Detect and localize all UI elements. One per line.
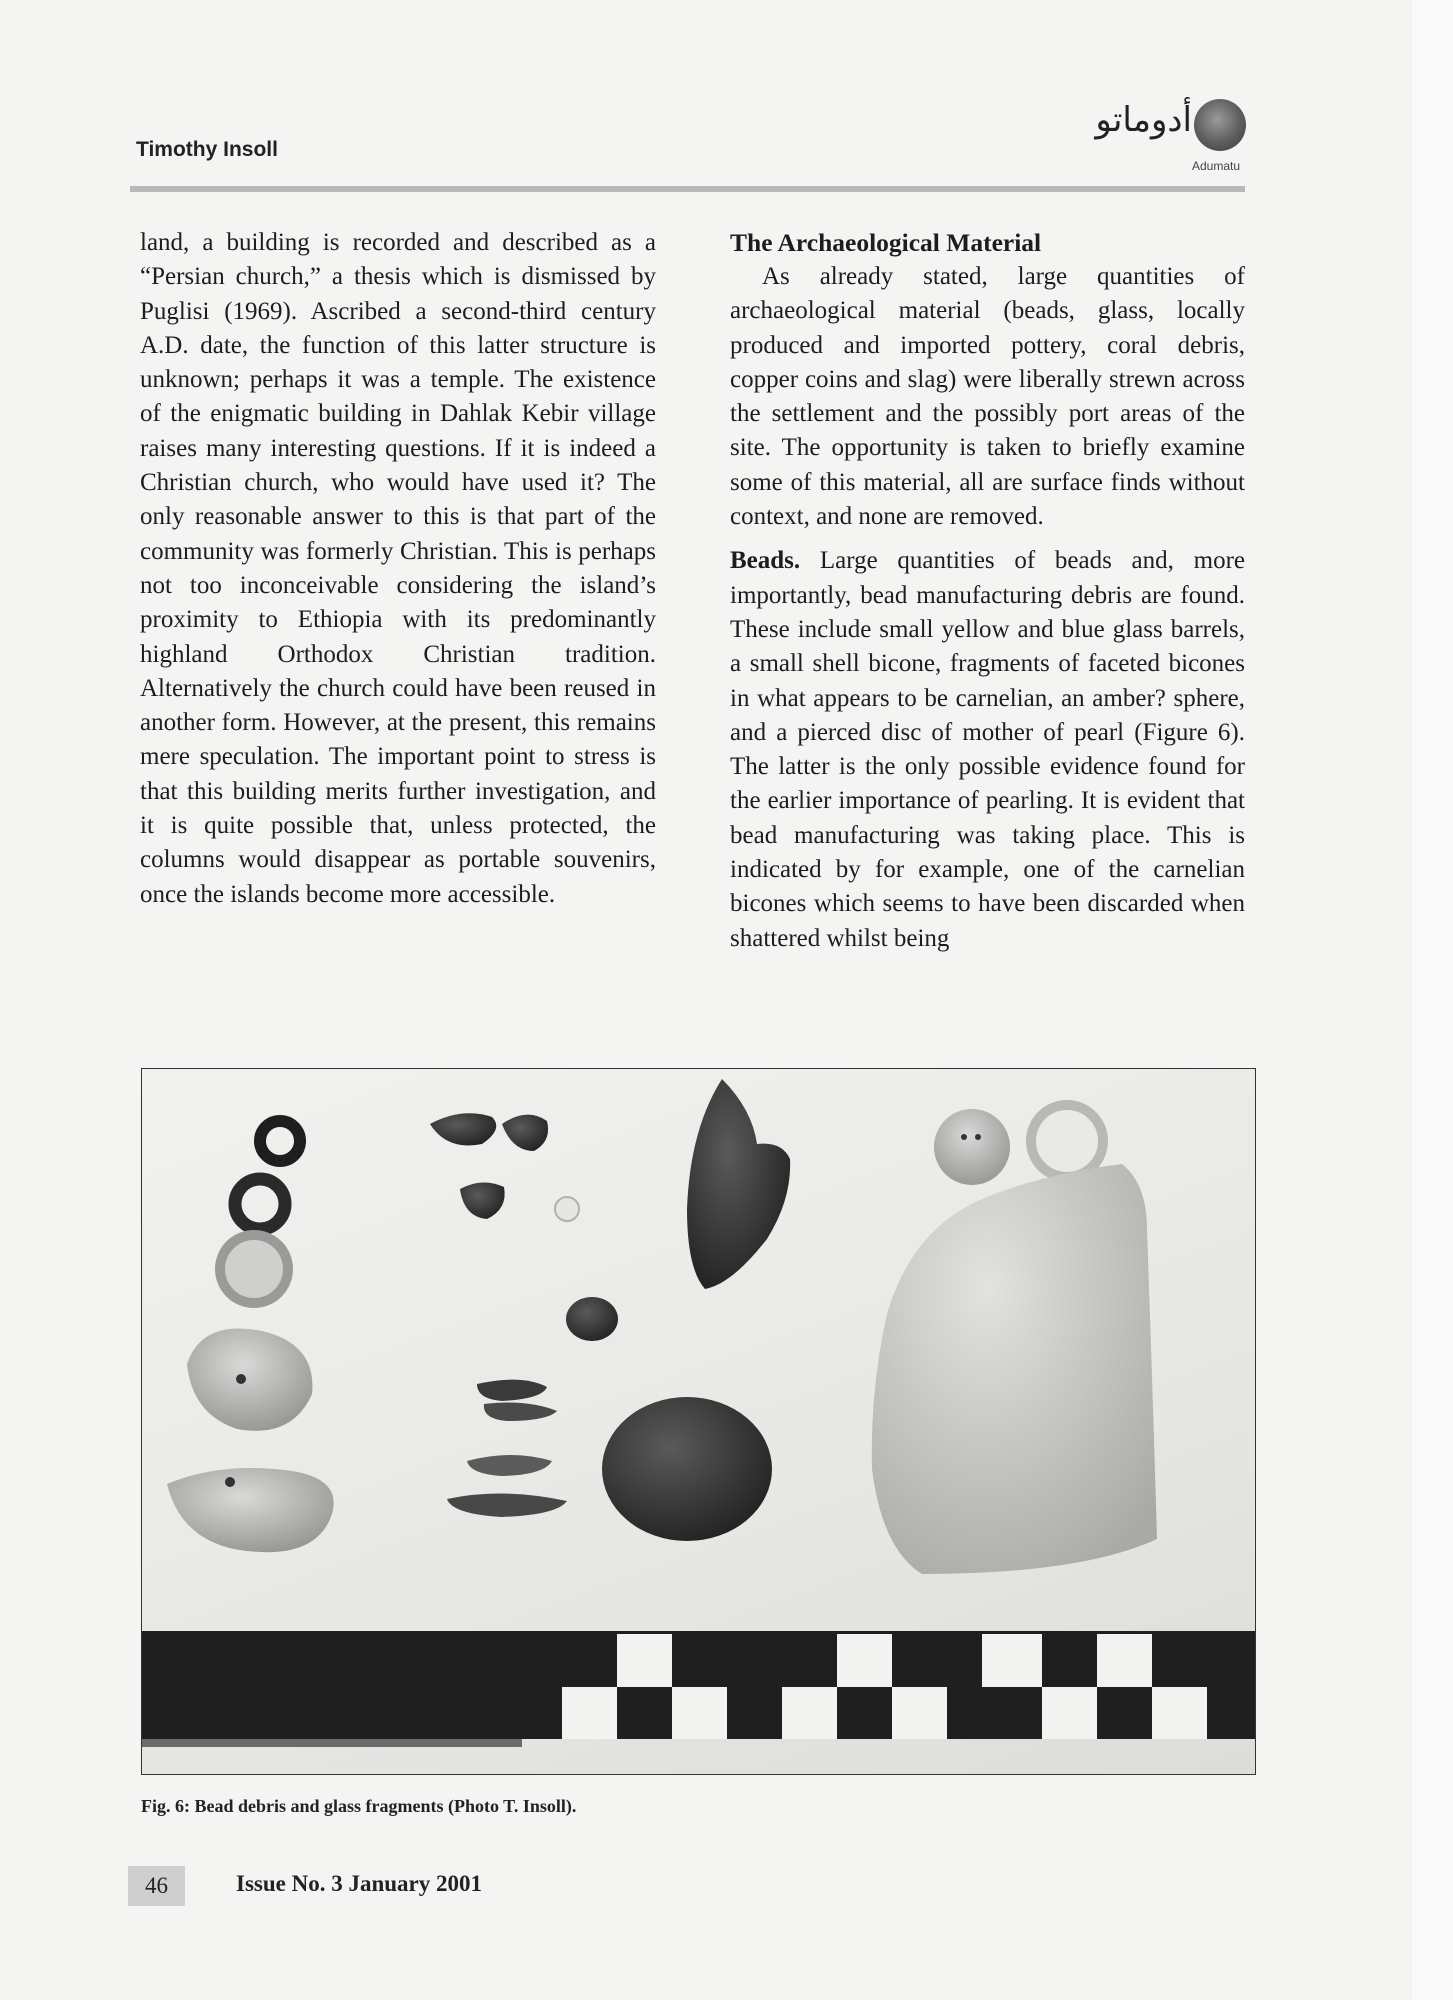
section-title: The Archaeological Material (730, 228, 1042, 257)
carnelian-fragment (430, 1113, 496, 1145)
amber-sphere (566, 1297, 618, 1341)
bead-photo-illustration (142, 1069, 1255, 1774)
glass-sphere (555, 1197, 579, 1221)
page-edge (1412, 0, 1453, 2000)
left-column-paragraph: land, a building is recorded and described as a “Persian church,” a thesis which is dismissed by Puglisi (1969). Ascribed a second-third century A.D. date, the function of this latter structure is unknown; perhaps it was a temple. The existence of the enigmatic building in Dahlak Kebir village raises many interesting questions. If it is indeed a Christian church, who would have used it? The only reasonable answer to this is that part of the community was formerly Christian. This is perhaps not too inconceivable considering the island’s proximity to Ethiopia with its predominantly highland Orthodox Christian tradition. Alternatively the church could have been reused in another form. However, at the present, this remains mere speculation. The important point to stress is that this building merits further investigation, and it is quite possible that, unless protected, the columns would disappear as portable souvenirs, once the islands become more accessible. (140, 229, 656, 908)
page-number: 46 (128, 1866, 185, 1906)
figure-caption: Fig. 6: Bead debris and glass fragments (Photo T. Insoll). (141, 1796, 577, 1816)
paragraph-beads (730, 544, 1245, 956)
seal-icon (1194, 99, 1246, 151)
running-head-author: Timothy Insoll (136, 138, 278, 161)
paragraph-archaeological-material: As already stated, large quantities of archaeological material (beads, glass, locally produced and imported pottery, coral debris, copper coins and slag) were liberally strewn across the settlement and the possibly port areas of the site. The opportunity is taken to briefly examine some of this material, all are surface finds without context, and none are removed. (730, 263, 1245, 531)
left-column (140, 226, 656, 912)
glass-fragment (872, 1164, 1157, 1574)
logo-arabic-text: أدوماتو (1095, 100, 1192, 140)
logo-latin-text: Adumatu (1191, 159, 1240, 173)
issue-info: Issue No. 3 January 2001 (236, 1871, 483, 1896)
slag-fragment (687, 1079, 790, 1289)
glass-barrel (447, 1493, 567, 1517)
shell-disc-bead (220, 1235, 288, 1303)
glass-disc (602, 1397, 772, 1541)
pierced-disc (934, 1109, 1010, 1185)
figure-photo (141, 1068, 1256, 1775)
carnelian-fragment (460, 1182, 505, 1219)
ring-bead (260, 1121, 300, 1161)
header-rule (130, 186, 1245, 192)
paragraph-beads-text: Large quantities of beads and, more importantly, bead manufacturing debris are found. These include small yellow and blue glass barrels, a small shell bicone, fragments of faceted bicones in what appears to be carnelian, an amber? sphere, and a pierced disc of mother of pearl (Figure 6). The latter is the only possible evidence found for the earlier importance of pearling. It is evident that bead manufacturing was taking place. This is indicated by for example, one of the carnelian bicones which seems to have been discarded when shattered whilst being (730, 547, 1245, 952)
ring-bead (235, 1179, 285, 1229)
runin-heading-beads: Beads. (730, 547, 801, 575)
shell-fragment (167, 1468, 334, 1552)
mother-of-pearl-disc (1031, 1105, 1103, 1177)
glass-barrel (477, 1380, 547, 1401)
carnelian-fragment (502, 1115, 548, 1151)
glass-barrel (467, 1455, 552, 1476)
shell-fragment (187, 1328, 312, 1430)
glass-barrel (484, 1403, 557, 1421)
journal-logo (1095, 95, 1250, 185)
right-column (730, 226, 1245, 956)
